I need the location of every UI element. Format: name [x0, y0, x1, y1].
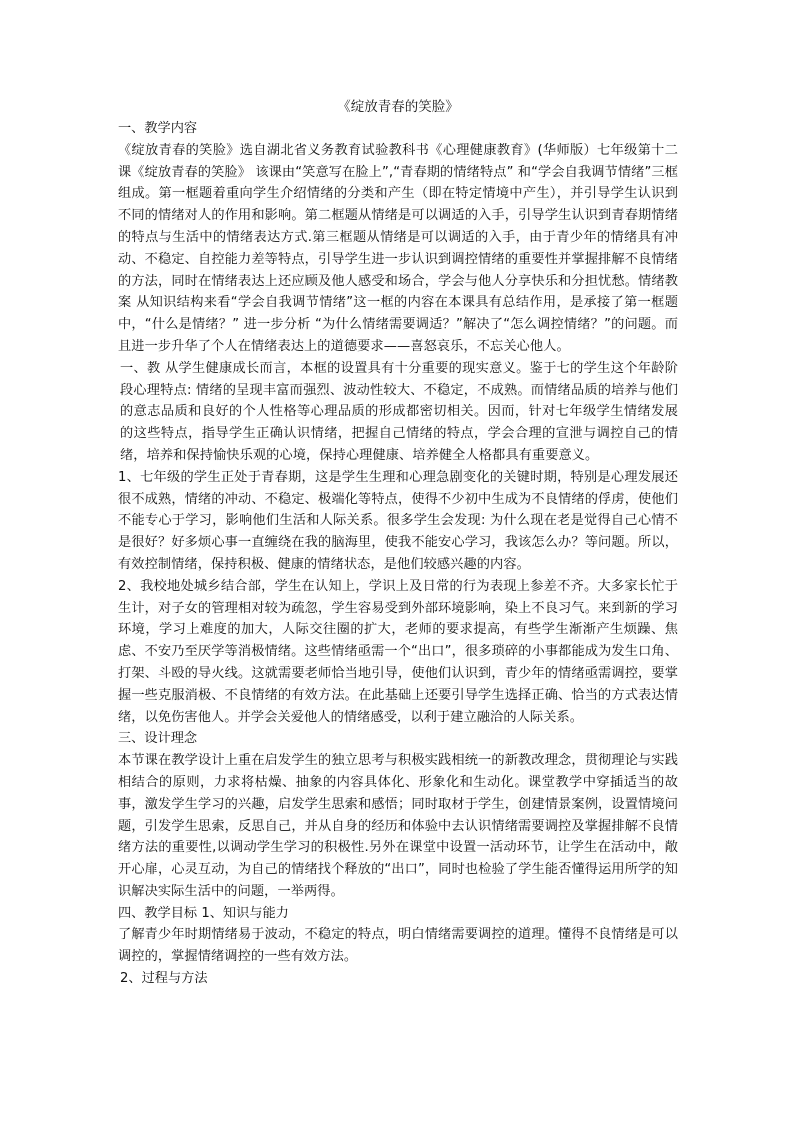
section-heading-design-concept: 三、设计理念: [118, 731, 198, 747]
paragraph-student-analysis: 一、教 从学生健康成长而言，本框的设置具有十分重要的现实意义。鉴于七的学生这个年龄阶段心理特点: 情绪的呈现丰富而强烈、波动性较大、不稳定，不成熟。而情绪品质的培养与他们的意志品质和良好的个人性格等心理品质的形成都密切相关。因而，针对七年级学生情绪发展的这些特点，指导学生正确认识情绪，把握自己情绪的特点，学会合理的宣泄与调控自己的情绪，培养和保持愉快乐观的心境，保持心理健康、培养健全人格都具有重要意义。: [120, 360, 678, 463]
section-heading-teaching-goals: 四、教学目标 1、知识与能力: [118, 905, 289, 921]
section-heading-teaching-content: 一、教学内容: [118, 121, 198, 136]
paragraph-teaching-content: 《绽放青春的笑脸》选自湖北省义务教育试验教科书《心理健康教育》(华师版）七年级第十二课《绽放青春的笑脸》 该课由“笑意写在脸上”,“青春期的情绪特点” 和“学会自我调节情绪”三框组成。第一框题着重向学生介绍情绪的分类和产生（即在特定情境中产生），并引导学生认识到不同的情绪对人的作用和影响。第二框题从情绪是可以调适的入手，引导学生认识到青春期情绪的特点与生活中的情绪表达方式.第三框题从情绪是可以调适的入手，由于青少年的情绪具有冲动、不稳定、自控能力差等特点，引导学生进一步认识到调控情绪的重要性并掌握排解不良情绪的方法，同时在情绪表达上还应顾及他人感受和场合，学会与他人分享快乐和分担忧愁。情绪教案 从知识结构来看“学会自我调节情绪”这一框的内容在本课具有总结作用，是承接了第一框题中，“什么是情绪？” 进一步分析 “为什么情绪需要调适？”解决了“怎么调控情绪？”的问题。而且进一步升华了个人在情绪表达上的道德要求——喜怒哀乐，不忘关心他人。: [118, 142, 678, 354]
paragraph-point-1: 1、七年级的学生正处于青春期，这是学生生理和心理急剧变化的关键时期，特别是心理发展还很不成熟，情绪的冲动、不稳定、极端化等特点，使得不少初中生成为不良情绪的俘虏，使他们不能专心于学习，影响他们生活和人际关系。很多学生会发现: 为什么现在老是觉得自己心情不是很好？好多烦心事一直缠绕在我的脑海里，使我不能安心学习，我该怎么办？等问题。所以，有效控制情绪，保持积极、健康的情绪状态，是他们较感兴趣的内容。: [118, 469, 678, 572]
paragraph-point-2: 2、我校地处城乡结合部，学生在认知上，学识上及日常的行为表现上参差不齐。大多家长忙于生计，对子女的管理相对较为疏忽，学生容易受到外部环境影响，染上不良习气。来到新的学习环境，学习上难度的加大，人际交往圈的扩大，老师的要求提高，有些学生渐渐产生烦躁、焦虑、不安乃至厌学等消极情绪。这些情绪亟需一个“出口”，很多琐碎的小事都能成为发生口角、打架、斗殴的导火线。这就需要老师恰当地引导，使他们认识到，青少年的情绪亟需调控，要掌握一些克服消极、不良情绪的有效方法。在此基础上还要引导学生选择正确、恰当的方式表达情绪，以免伤害他人。并学会关爱他人的情绪感受，以利于建立融洽的人际关系。: [118, 578, 678, 725]
document-title: 《绽放青春的笑脸》: [337, 99, 459, 115]
paragraph-knowledge-ability: 了解青少年时期情绪易于波动，不稳定的特点，明白情绪需要调控的道理。懂得不良情绪是可以调控的，掌握情绪调控的一些有效方法。: [118, 927, 678, 965]
paragraph-design-concept: 本节课在教学设计上重在启发学生的独立思考与积极实践相统一的新教改理念，贯彻理论与实践相结合的原则，力求将枯燥、抽象的内容具体化、形象化和生动化。课堂教学中穿插适当的故事，激发学生学习的兴趣，启发学生思索和感悟；同时取材于学生，创建情景案例，设置情境问题，引发学生思索，反思自己，并从自身的经历和体验中去认识情绪需要调控及掌握排解不良情绪方法的重要性,以调动学生学习的积极性.另外在课堂中设置一活动环节，让学生在活动中，敞开心扉，心灵互动，为自己的情绪找个释放的“出口”，同时也检验了学生能否懂得运用所学的知识解决实际生活中的问题，一举两得。: [118, 753, 678, 899]
subheading-process-method: 2、过程与方法: [120, 971, 208, 987]
document-page: [118, 96, 678, 990]
